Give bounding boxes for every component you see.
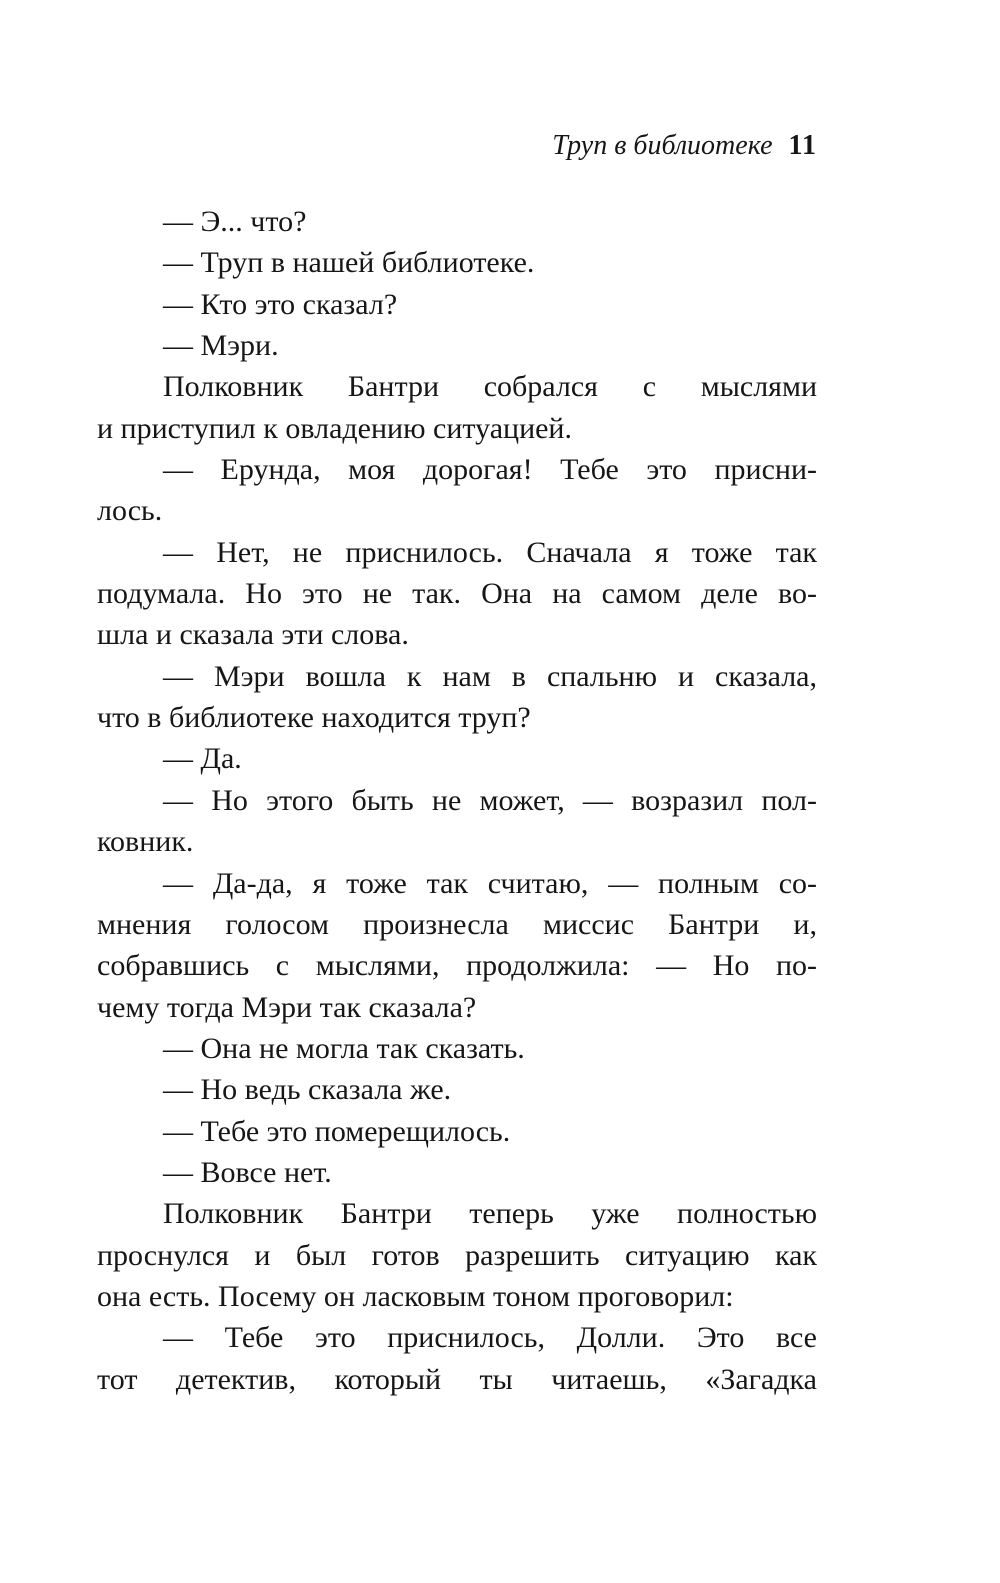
text-line: что в библиотеке находится труп? — [97, 701, 531, 735]
page-number: 11 — [788, 130, 817, 161]
text-line: шла и сказала эти слова. — [97, 618, 409, 652]
text-line: тот детектив, который ты читаешь, «Загадка — [97, 1362, 817, 1396]
text-line: — Тебе это приснилось, Долли. Это все — [163, 1321, 817, 1355]
page-text — [97, 201, 817, 1400]
text-line: — Кто это сказал? — [163, 287, 398, 321]
running-head-title: Труп в библиотеке — [552, 130, 773, 161]
text-line: — Да. — [163, 742, 242, 776]
text-line: Полковник Бантри собрался с мыслями — [163, 370, 817, 404]
text-line: лось. — [97, 494, 163, 528]
text-line: — Ерунда, моя дорогая! Тебе это присни- — [163, 453, 817, 487]
text-line: ковник. — [97, 825, 194, 859]
text-line: — Труп в нашей библиотеке. — [163, 246, 535, 280]
text-line: — Мэри вошла к нам в спальню и сказала, — [163, 659, 817, 693]
text-line: — Вовсе нет. — [163, 1155, 332, 1189]
text-line: она есть. Посему он ласковым тоном проговорил: — [97, 1279, 734, 1313]
text-line: — Тебе это померещилось. — [163, 1114, 511, 1148]
text-line: Полковник Бантри теперь уже полностью — [163, 1197, 817, 1231]
text-line: — Да-да, я тоже так считаю, — полным со- — [163, 866, 817, 900]
text-line: подумала. Но это не так. Она на самом деле во- — [97, 577, 817, 611]
text-line: — Э... что? — [163, 205, 307, 238]
text-line: собравшись с мыслями, продолжила: — Но по- — [97, 949, 817, 983]
text-line: мнения голосом произнесла миссис Бантри и, — [97, 907, 817, 941]
text-line: — Но этого быть не может, — возразил пол- — [163, 783, 817, 817]
text-line: проснулся и был готов разрешить ситуацию как — [97, 1238, 817, 1272]
text-line: и приступил к овладению ситуацией. — [97, 411, 572, 445]
text-line: — Нет, не приснилось. Сначала я тоже так — [163, 535, 817, 569]
text-line: — Мэри. — [163, 329, 279, 363]
text-line: — Но ведь сказала же. — [163, 1073, 452, 1107]
text-line: чему тогда Мэри так сказала? — [97, 990, 477, 1024]
running-head — [97, 129, 817, 163]
text-line: — Она не могла так сказать. — [163, 1031, 525, 1065]
